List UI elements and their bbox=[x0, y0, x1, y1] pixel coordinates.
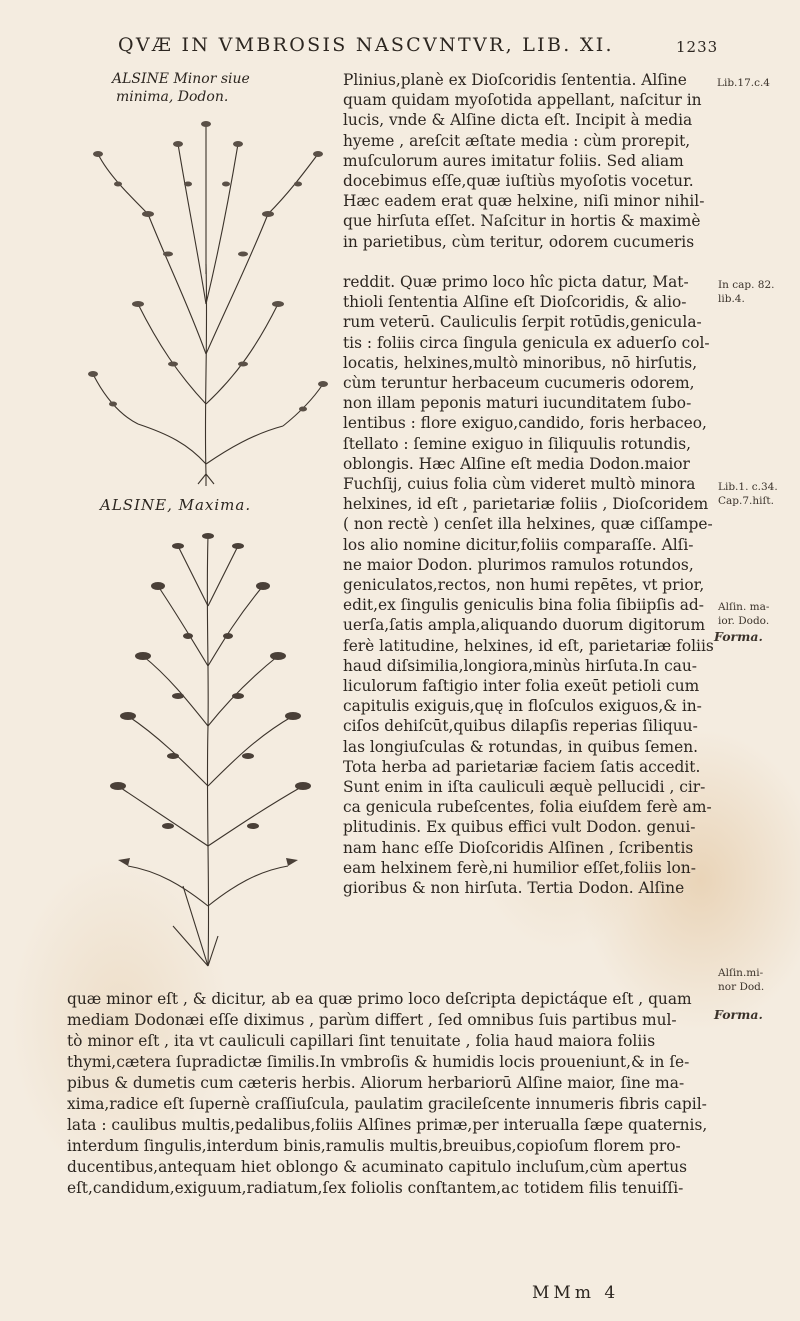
margin-note: lib.4. bbox=[718, 293, 745, 305]
text-line: thymi,cætera ſupradictæ ſimilis.In vmbroſis & humidis locis proueniunt,& in ſe- bbox=[67, 1053, 690, 1071]
margin-note: Alſin. ma- bbox=[718, 601, 770, 613]
plant-label-alsine-maxima: ALSINE, Maxima. bbox=[100, 496, 252, 514]
plant-illustration-alsine-maxima bbox=[88, 526, 328, 974]
text-line: las longiuſculas & rotundas, in quibus ſemen. bbox=[343, 738, 699, 756]
text-line: lentibus : flore exiguo,candido, foris herbaceo, bbox=[343, 414, 707, 432]
running-header bbox=[118, 34, 778, 64]
text-line: quæ minor eſt , & dicitur, ab ea quæ primo loco deſcripta depictáque eſt , quam bbox=[67, 990, 692, 1008]
text-line: oblongis. Hæc Alſine eſt media Dodon.maior bbox=[343, 455, 690, 473]
text-line: Sunt enim in iſta cauliculi æquè pellucidi , cir- bbox=[343, 778, 706, 796]
text-line: tis : foliis circa ſingula genicula ex aduerſo col- bbox=[343, 334, 710, 352]
text-line: capitulis exiguis,quę in floſculos exiguos,& in- bbox=[343, 697, 702, 715]
signature-mark: MMm 4 bbox=[532, 1283, 620, 1303]
text-line: Fuchſij, cuius folia cùm videret multò minora bbox=[343, 475, 696, 493]
text-line: ( non rectè ) cenſet illa helxines, quæ ciſſampe- bbox=[343, 515, 713, 533]
text-line: Tota herba ad parietariæ faciem ſatis accedit. bbox=[343, 758, 701, 776]
text-line: eam helxinem ferè,ni humilior eſſet,foliis lon- bbox=[343, 859, 696, 877]
text-line: ferè latitudine, helxines, id eſt, parietariæ foliis bbox=[343, 637, 714, 655]
margin-note: ior. Dodo. bbox=[718, 615, 770, 627]
text-line: plitudinis. Ex quibus effici vult Dodon. genui- bbox=[343, 818, 696, 836]
text-line: interdum ſingulis,interdum binis,ramulis multis,breuibus,copioſum florem pro- bbox=[67, 1137, 681, 1155]
text-line: hyeme , areſcit æſtate media : cùm prorepit, bbox=[343, 132, 691, 150]
text-line: thioli ſententia Alſine eſt Dioſcoridis, & alio- bbox=[343, 293, 687, 311]
text-line: non illam peponis maturi iucunditatem ſubo- bbox=[343, 394, 692, 412]
text-line: los alio nomine dicitur,foliis comparaſſe. Alſi- bbox=[343, 536, 694, 554]
text-line: ſtellato : ſemine exiguo in ſiliquulis rotundis, bbox=[343, 435, 691, 453]
text-line: rum veterū. Cauliculis ſerpit rotūdis,genicula- bbox=[343, 313, 702, 331]
text-line: ne maior Dodon. plurimos ramulos rotundos, bbox=[343, 556, 694, 574]
text-line: quam quidam myoſotida appellant, naſcitur in bbox=[343, 91, 702, 109]
text-line: Plinius,planè ex Dioſcoridis ſententia. Alſine bbox=[343, 71, 687, 89]
header-title: QVÆ IN VMBROSIS NASCVNTVR, LIB. XI. bbox=[118, 34, 614, 56]
margin-note: nor Dod. bbox=[718, 981, 765, 993]
text-line: docebimus eſſe,quæ iuſtiùs myoſotis vocetur. bbox=[343, 172, 694, 190]
margin-note: Lib.17.c.4 bbox=[717, 77, 770, 89]
text-line: eſt,candidum,exiguum,radiatum,ſex foliolis conſtantem,ac totidem filis tenuiſſi- bbox=[67, 1179, 684, 1197]
text-line: pibus & dumetis cum cæteris herbis. Aliorum herbariorū Alſine maior, ſine ma- bbox=[67, 1074, 685, 1092]
text-line: liculorum faſtigio inter folia exeūt petioli cum bbox=[343, 677, 700, 695]
text-line: lucis, vnde & Alſine dicta eſt. Incipit à media bbox=[343, 111, 693, 129]
text-line: xima,radice eſt ſupernè craſſiuſcula, paulatim gracileſcente innumeris fibris capil- bbox=[67, 1095, 707, 1113]
margin-note-forma: Forma. bbox=[714, 629, 763, 644]
text-line: ciſos dehiſcūt,quibus dilapſis reperias ſiliquu- bbox=[343, 717, 698, 735]
text-line: muſculorum aures imitatur foliis. Sed aliam bbox=[343, 152, 684, 170]
margin-note: Lib.1. c.34. bbox=[718, 481, 778, 493]
text-line: reddit. Quæ primo loco hîc picta datur, Mat- bbox=[343, 273, 689, 291]
margin-note: Alſin.mi- bbox=[718, 967, 764, 979]
page-number: 1233 bbox=[676, 38, 719, 56]
text-line: Hæc eadem erat quæ helxine, niſi minor nihil- bbox=[343, 192, 705, 210]
margin-note: Cap.7.hiſt. bbox=[718, 495, 774, 507]
margin-note: In cap. 82. bbox=[718, 279, 775, 291]
text-line: que hirſuta eſſet. Naſcitur in hortis & maximè bbox=[343, 212, 701, 230]
text-line: ca genicula rubeſcentes, folia eiuſdem ferè am- bbox=[343, 798, 712, 816]
text-line: nam hanc eſſe Dioſcoridis Alſinen , ſcribentis bbox=[343, 839, 694, 857]
margin-note-forma: Forma. bbox=[714, 1007, 763, 1022]
plant-label-line: minima, Dodon. bbox=[116, 89, 229, 105]
plant-label-alsine-minor bbox=[112, 70, 250, 106]
text-line: mediam Dodonæi eſſe diximus , parùm differt , ſed omnibus ſuis partibus mul- bbox=[67, 1011, 677, 1029]
text-line: tò minor eſt , ita vt cauliculi capillari ſint tenuitate , folia haud maiora foliis bbox=[67, 1032, 656, 1050]
text-line: geniculatos,rectos, non humi repētes, vt prior, bbox=[343, 576, 705, 594]
text-line: haud diſsimilia,longiora,minùs hirſuta.In cau- bbox=[343, 657, 698, 675]
text-line: helxines, id eſt , parietariæ foliis , Dioſcoridem bbox=[343, 495, 709, 513]
text-line: in parietibus, cùm teritur, odorem cucumeris bbox=[343, 233, 695, 251]
text-line: lata : caulibus multis,pedalibus,foliis Alſines primæ,per interualla ſæpe quaternis, bbox=[67, 1116, 708, 1134]
text-line: gioribus & non hirſuta. Tertia Dodon. Alſine bbox=[343, 879, 685, 897]
text-line: edit,ex ſingulis geniculis bina folia ſibiipſis ad- bbox=[343, 596, 704, 614]
plant-label-line: ALSINE Minor siue bbox=[112, 71, 250, 87]
text-line: cùm teruntur herbaceum cucumeris odorem, bbox=[343, 374, 695, 392]
text-line: uerſa,ſatis ampla,aliquando duorum digitorum bbox=[343, 616, 706, 634]
text-line: ducentibus,antequam hiet oblongo & acuminato capitulo incluſum,cùm apertus bbox=[67, 1158, 688, 1176]
text-line: locatis, helxines,multò minoribus, nō hirſutis, bbox=[343, 354, 698, 372]
plant-illustration-alsine-minor bbox=[78, 104, 336, 488]
